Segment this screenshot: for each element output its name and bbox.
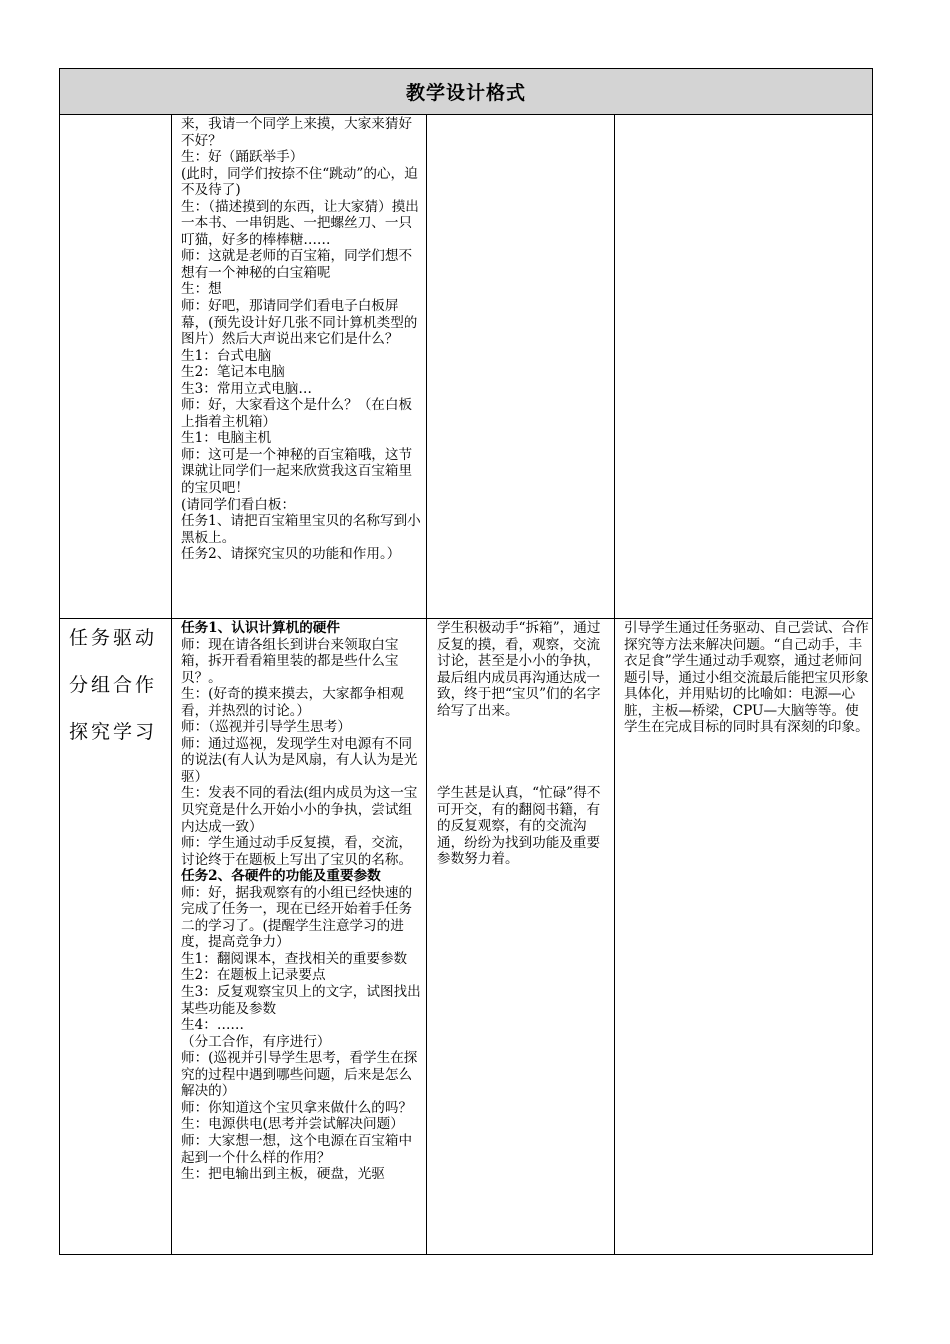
row2-intent-cell: [624, 620, 871, 1255]
teacher-line: 师：学生通过动手反复摸，看，交流，讨论终于在题板上写出了宝贝的名称。: [181, 835, 413, 868]
row2-teacher-cell: [181, 620, 422, 1255]
column-divider: [171, 114, 172, 1254]
task-heading: 任务1、认识计算机的硬件: [181, 620, 340, 636]
teacher-line: 师：这就是老师的百宝箱，同学们想不想有一个神秘的白宝箱呢: [181, 248, 413, 281]
teacher-line: （分工合作，有序进行）: [181, 1033, 331, 1050]
teacher-line: 师：(巡视并引导学生思考，看学生在探究的过程中遇到哪些问题，后来是怎么解决的）: [181, 1050, 418, 1100]
spacer: [437, 719, 609, 785]
column-divider: [426, 114, 427, 1254]
stage-label: 分组合作: [69, 674, 158, 696]
student-activity-text-a: 学生积极动手“拆箱”，通过反复的摸，看，观察，交流讨论，甚至是小小的争执，最后组内成员再沟通达成一致，终于把“宝贝”们的名字给写了出来。: [437, 620, 601, 719]
teacher-line: 来，我请一个同学上来摸，大家来猜好不好？: [181, 116, 413, 149]
teacher-line: 生：把电输出到主板，硬盘，光驱: [181, 1166, 385, 1183]
teacher-line: 生2：笔记本电脑: [181, 364, 285, 381]
teacher-line: 生：发表不同的看法(组内成员为这一宝贝究竟是什么开始小小的争执，尝试组内达成一致）: [181, 785, 418, 835]
teacher-activity-text: [181, 620, 422, 1183]
teacher-line: 师：你知道这个宝贝拿来做什么的吗？: [181, 1099, 413, 1116]
teacher-line: 生：电源供电(思考并尝试解决问题）: [181, 1116, 404, 1133]
teacher-line: 生3：反复观察宝贝上的文字，试图找出某些功能及参数: [181, 984, 421, 1017]
row2-stage-cell: [60, 615, 171, 815]
teacher-line: 生4：……: [181, 1017, 245, 1034]
teacher-line: 生2：在题板上记录要点: [181, 967, 326, 984]
teacher-line: 师：好，大家看这个是什么？（在白板上指着主机箱）: [181, 397, 413, 430]
teacher-line: (此时，同学们按捺不住“跳动”的心，迫不及待了): [181, 165, 418, 199]
teacher-activity-text: [181, 116, 422, 563]
teacher-line: 生：好（踊跃举手）: [181, 149, 304, 166]
teacher-line: 生1：电脑主机: [181, 430, 272, 447]
teacher-line: 师：好吧，那请同学们看电子白板屏幕，(预先设计好几张不同计算机类型的图片）然后大声说出来它们是什么？: [181, 298, 418, 348]
task-heading: 任务2、各硬件的功能及重要参数: [181, 868, 381, 885]
teacher-line: 师：这可是一个神秘的百宝箱哦，这节课就让同学们一起来欣赏我这百宝箱里的宝贝吧！: [181, 446, 413, 497]
teacher-line: 生：想: [181, 281, 222, 298]
teacher-line: 师：现在请各组长到讲台来领取白宝箱，拆开看看箱里装的都是些什么宝贝？。: [181, 636, 399, 686]
teacher-line: 生1：台式电脑: [181, 347, 272, 364]
teacher-line: 生1：翻阅课本，查找相关的重要参数: [181, 950, 408, 967]
teacher-line: (请同学们看白板：: [181, 496, 296, 513]
column-divider: [614, 114, 615, 1254]
table-title: 教学设计格式: [60, 69, 872, 115]
teacher-line: 师：好，据我观察有的小组已经快速的完成了任务一，现在已经开始着手任务二的学习了。(提醒学生注意学习的进度，提高竞争力）: [181, 884, 413, 951]
row2-student-cell: [437, 620, 609, 1255]
teacher-line: 任务2、请探究宝贝的功能和作用。）: [181, 546, 401, 563]
lesson-design-table: [59, 68, 873, 1255]
teacher-line: 生：（描述摸到的东西，让大家猜）摸出一本书、一串钥匙、一把螺丝刀、一只叮猫，好多的棒棒糖……: [181, 198, 419, 248]
teacher-line: 师：通过巡视，发现学生对电源有不同的说法(有人认为是风扇，有人认为是光驱）: [181, 735, 418, 785]
stage-labels: [69, 615, 171, 756]
teacher-line: 生3：常用立式电脑…: [181, 380, 312, 397]
row-divider: [60, 618, 872, 619]
teacher-line: 生：(好奇的摸来摸去，大家都争相观看，并热烈的讨论。）: [181, 686, 404, 719]
teacher-line: 任务1、请把百宝箱里宝贝的名称写到小黑板上。: [181, 513, 421, 546]
teacher-line: 师：（巡视并引导学生思考）: [181, 719, 351, 736]
student-activity-text-b: 学生甚是认真，“忙碌”得不可开交，有的翻阅书籍，有的反复观察，有的交流沟通，纷纷为找到功能及重要参数努力着。: [437, 785, 601, 868]
teacher-line: 师：大家想一想，这个电源在百宝箱中起到一个什么样的作用？: [181, 1132, 413, 1166]
design-intent-text: 引导学生通过任务驱动、自己尝试、合作探究等方法来解决问题。“自己动手，丰衣足食”学生通过动手观察，通过老师问题引导，通过小组交流最后能把宝贝形象具体化，并用贴切的比喻如：电源—心脏，主板—桥梁，CPU—大脑等等。使学生在完成目标的同时具有深刻的印象。: [624, 620, 869, 736]
row1-teacher-cell: [181, 116, 422, 618]
stage-label: 任务驱动: [69, 627, 158, 649]
stage-label: 探究学习: [69, 721, 158, 743]
